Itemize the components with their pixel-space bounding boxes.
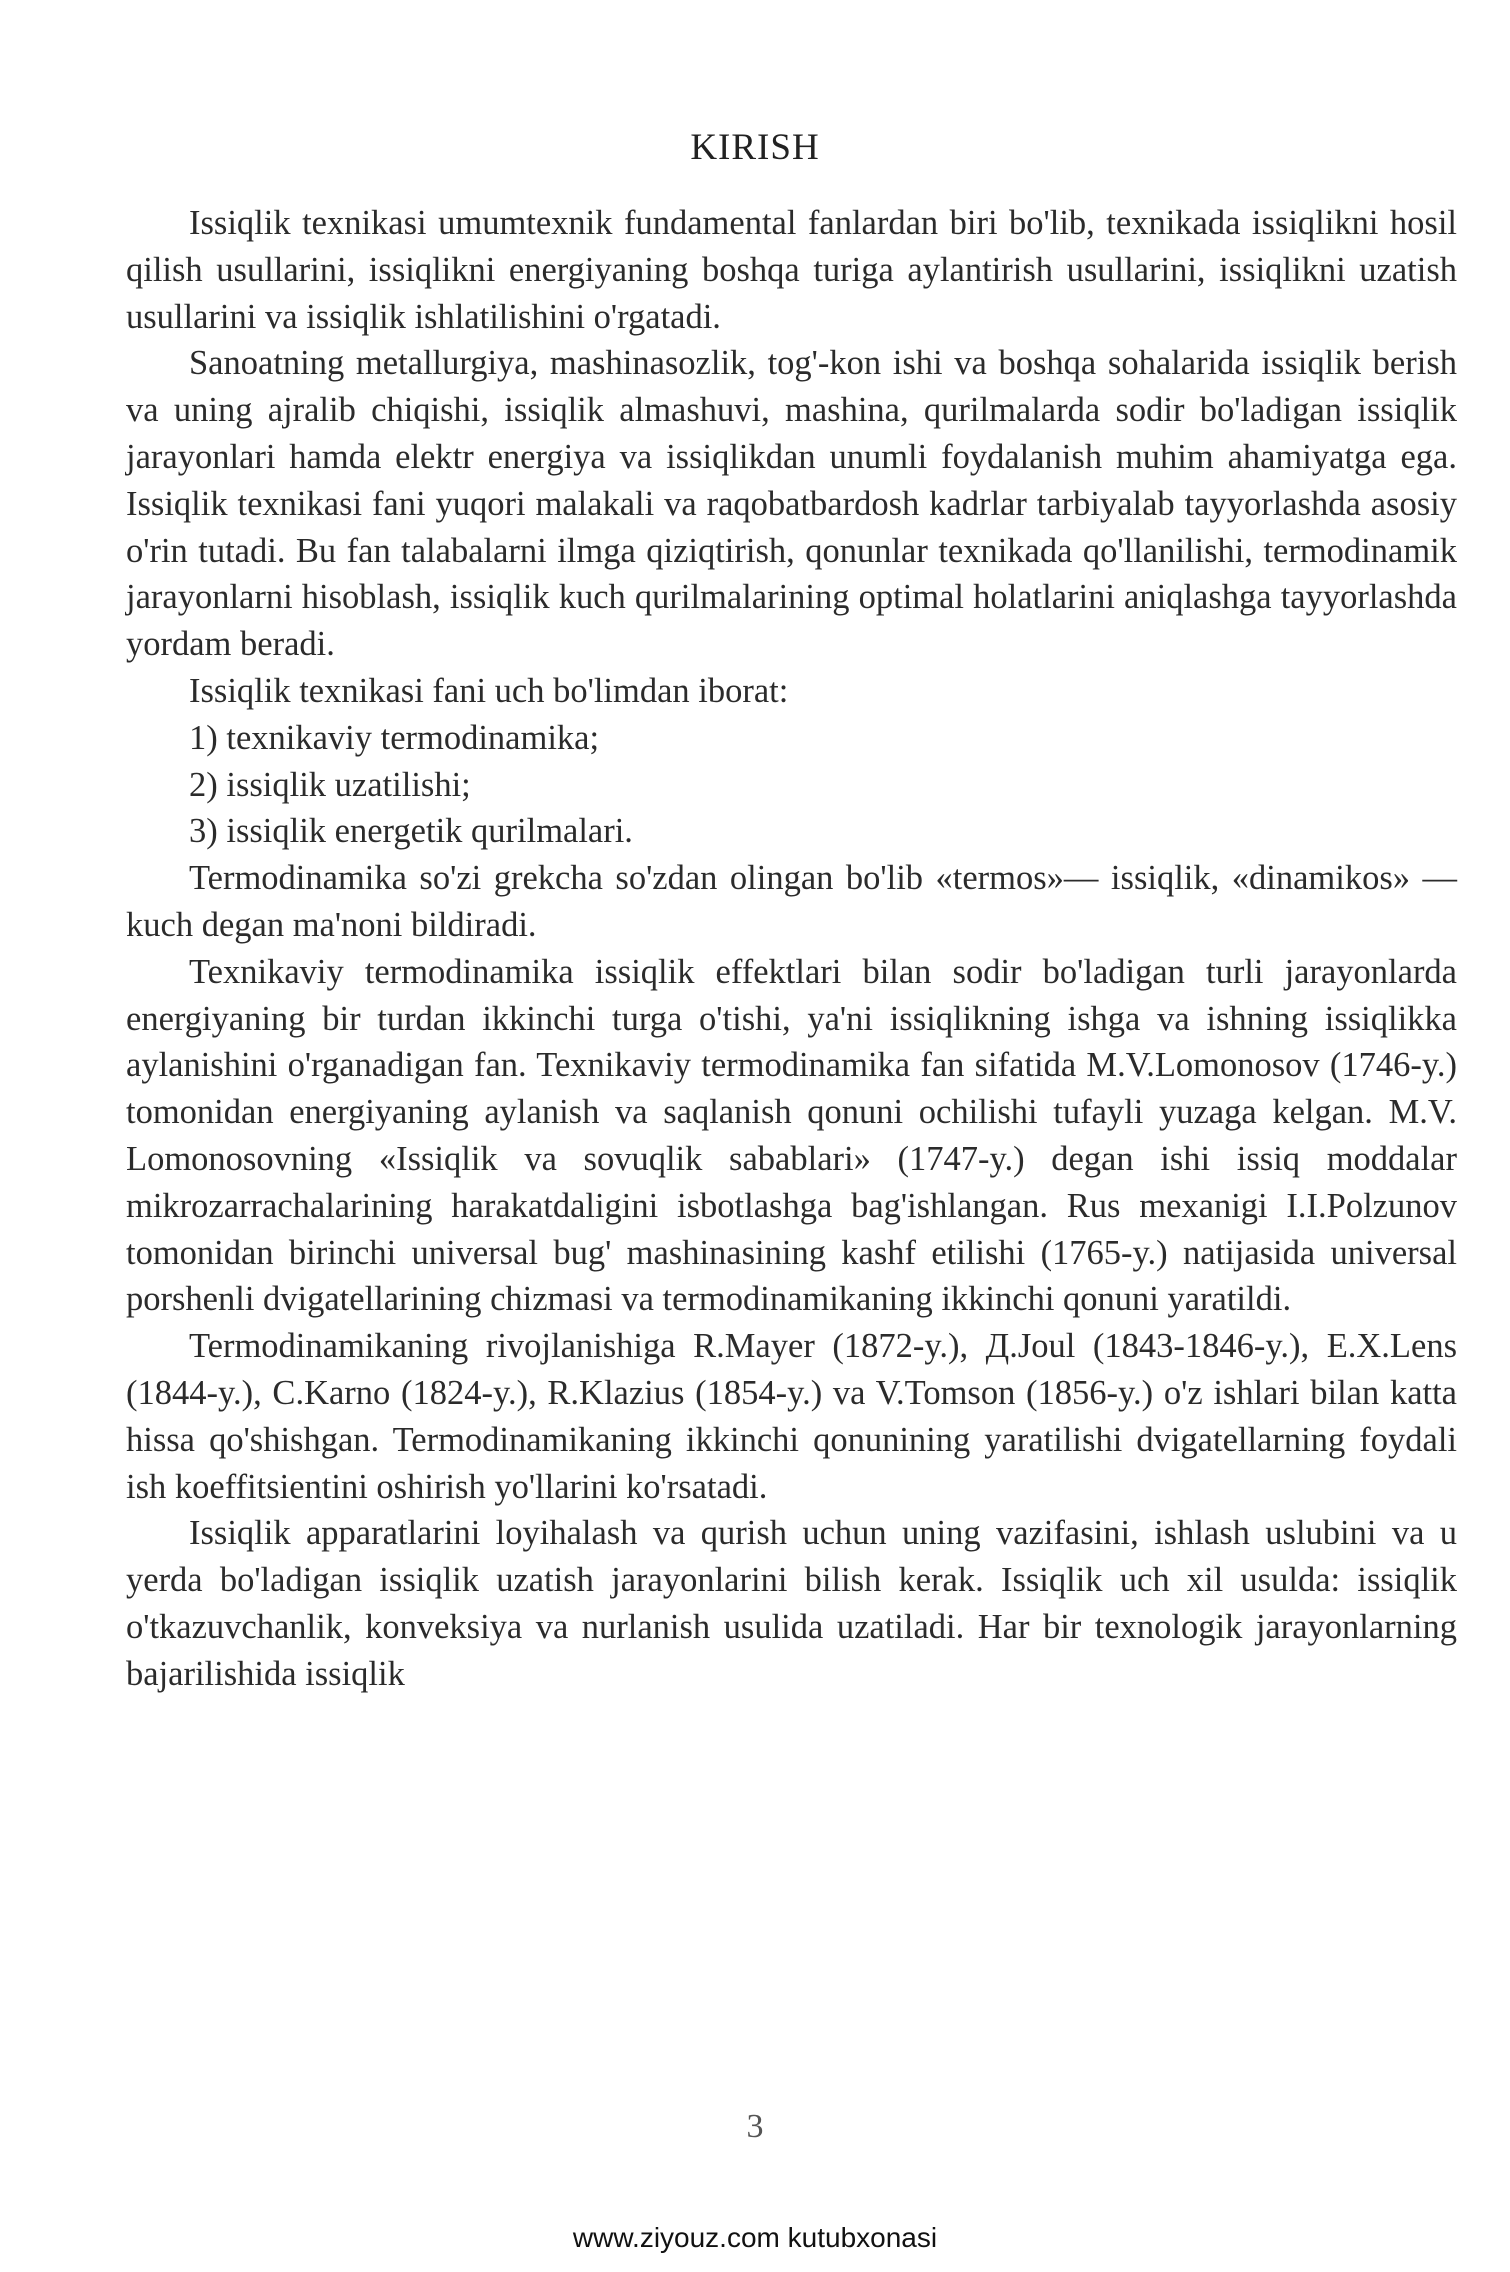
body-text — [126, 200, 1457, 1698]
paragraph-industry: Sanoatning metallurgiya, mashinasozlik, tog'-kon ishi va boshqa sohalarida issiqlik berish va uning ajralib chiqishi, issiqlik almashuvi, mashina, qurilmalarda sodir bo'ladigan issiqlik jarayonlari hamda elektr energiya va issiqlikdan unumli foydalanish muhim ahamiyatga ega. Issiqlik texnikasi fani yuqori malakali va raqobatbardosh kadrlar tarbiyalab tayyorlashda asosiy o'rin tutadi. Bu fan talabalarni ilmga qiziqtirish, qonunlar texnikada qo'llanilishi, termodinamik jarayonlarni hisoblash, issiqlik kuch qurilmalarining optimal holatlarini aniqlashga tayyorlashda yordam beradi. — [126, 344, 1457, 664]
paragraph-heat-transfer: Issiqlik apparatlarini loyihalash va qurish uchun uning vazifasini, ishlash uslubini va u yerda bo'ladigan issiqlik uzatish jarayonlarini bilish kerak. Issiqlik uch xil usulda: issiqlik o'tkazuvchanlik, konveksiya va nurlanish usulida uzatiladi. Har bir texnologik jarayonlarning bajarilishida issiqlik — [126, 1514, 1457, 1693]
list-item-2: 2) issiqlik uzatilishi; — [189, 765, 471, 804]
footer-watermark: www.ziyouz.com kutubxonasi — [572, 2222, 938, 2253]
paragraph-history: Texnikaviy termodinamika issiqlik effektlari bilan sodir bo'ladigan turli jarayonlarda energiyaning bir turdan ikkinchi turga o'tishi, ya'ni issiqlikning ishga va ishning issiqlikka aylanishini o'rganadigan fan. Texnikaviy termodinamika fan sifatida M.V.Lomonosov (1746-y.) tomonidan energiyaning aylanish va saqlanish qonuni ochilishi tufayli yuzaga kelgan. M.V. Lomonosovning «Issiqlik va sovuqlik sabablari» (1747-y.) degan ishi issiq moddalar mikrozarrachalarining harakatdaligini isbotlashga bag'ishlangan. Rus mexanigi I.I.Polzunov tomonidan birinchi universal bug' mashinasining kashf etilishi (1765-y.) natijasida universal porshenli dvigatellarining chizmasi va termodinamikaning ikkinchi qonuni yaratildi. — [126, 952, 1457, 1319]
paragraph-intro: Issiqlik texnikasi umumtexnik fundamental fanlardan biri bo'lib, texnikada issiqlikni hosil qilish usullarini, issiqlikni energiyaning boshqa turiga aylantirish usullarini, issiqlikni uzatish usullarini va issiqlik ishlatilishini o'rgatadi. — [126, 204, 1457, 336]
list-item-1: 1) texnikaviy termodinamika; — [189, 718, 600, 757]
paragraph-development: Termodinamikaning rivojlanishiga R.Mayer (1872-y.), Д.Joul (1843-1846-y.), E.X.Lens (1844-y.), C.Karno (1824-y.), R.Klazius (1854-y.) va V.Tomson (1856-y.) o'z ishlari bilan katta hissa qo'shishgan. Termodinamikaning ikkinchi qonunining yaratilishi dvigatellarning foydali ish koeffitsientini oshirish yo'llarini ko'rsatadi. — [126, 1327, 1457, 1506]
paragraph-sections-intro: Issiqlik texnikasi fani uch bo'limdan iborat: — [189, 671, 789, 710]
paragraph-etymology: Termodinamika so'zi grekcha so'zdan olingan bo'lib «termos»— issiqlik, «dinamikos» — kuch degan ma'noni bildiradi. — [126, 859, 1457, 944]
page-title: KIRISH — [690, 127, 820, 168]
page-number: 3 — [746, 2108, 764, 2145]
list-item-3: 3) issiqlik energetik qurilmalari. — [189, 812, 633, 851]
